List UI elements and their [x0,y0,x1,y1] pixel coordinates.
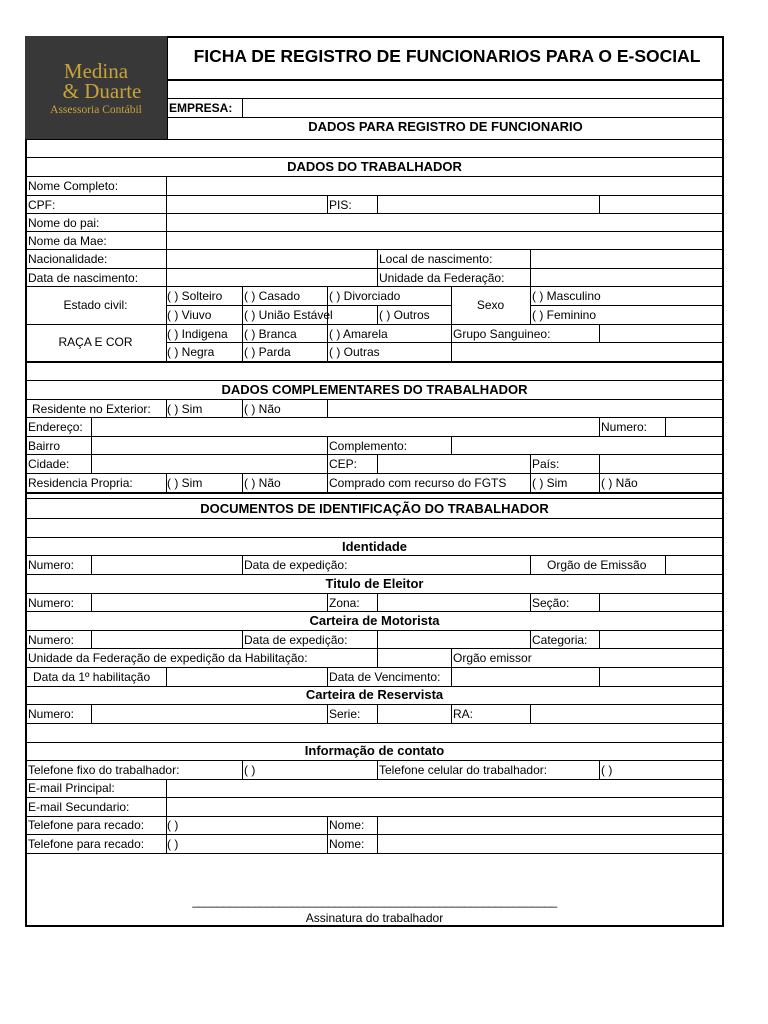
signature-line[interactable]: ___________________________________________________________ [192,894,557,908]
identidade-orgao-field[interactable] [666,556,723,573]
serie-label: Serie: [329,707,361,721]
uf-label: Unidade da Federação: [379,271,505,285]
identidade-orgao-label: Orgão de Emissão [547,558,647,572]
telefone-fixo-label: Telefone fixo do trabalhador: [28,763,180,777]
eleitor-numero-field[interactable] [92,594,326,610]
logo-line-1: Medina [63,58,129,83]
option-feminino[interactable]: ( ) Feminino [532,308,597,322]
cidade-label: Cidade: [28,457,70,471]
data-nascimento-label: Data de nascimento: [28,271,139,285]
bairro-label: Bairro [28,439,61,453]
complemento-field[interactable] [452,437,723,453]
primeira-habilitacao-field[interactable] [167,668,326,685]
local-nascimento-label: Local de nascimento: [379,252,493,266]
reservista-numero-field[interactable] [92,705,326,722]
cep-field[interactable] [378,455,529,472]
motorista-data-label: Data de expedição: [244,633,348,647]
option-viuvo[interactable]: ( ) Viuvo [167,308,212,322]
option-amarela[interactable]: ( ) Amarela [329,327,388,341]
endereco-field[interactable] [92,418,598,435]
option-uniao-estavel[interactable]: ( ) União Estável [244,308,333,322]
grupo-sanguineo-field[interactable] [600,325,723,341]
section-motorista: Carteira de Motorista [309,613,440,628]
section-registro: DADOS PARA REGISTRO DE FUNCIONARIO [308,119,583,134]
option-negra[interactable]: ( ) Negra [167,345,215,359]
secao-label: Seção: [532,596,570,610]
motorista-data-field[interactable] [378,631,529,647]
section-eleitor: Titulo de Eleitor [325,576,424,591]
recado-1-field[interactable]: ( ) [167,818,179,832]
telefone-celular-label: Telefone celular do trabalhador: [379,763,548,777]
email-secundario-label: E-mail Secundario: [28,800,130,814]
empresa-label: EMPRESA: [169,101,233,115]
motorista-numero-field[interactable] [92,631,241,647]
company-logo [25,36,167,140]
pai-label: Nome do pai: [28,216,100,230]
option-branca[interactable]: ( ) Branca [244,327,297,341]
residente-exterior-label: Residente no Exterior: [32,402,151,416]
pai-field[interactable] [167,214,723,230]
eleitor-numero-label: Numero: [28,596,75,610]
email-secundario-field[interactable] [167,798,723,815]
orgao-emissor-field[interactable] [540,649,723,666]
option-masculino[interactable]: ( ) Masculino [532,289,601,303]
vencimento-label: Data de Vencimento: [329,670,441,684]
logo-line-2: & Duarte [62,78,142,103]
identidade-numero-label: Numero: [28,558,75,572]
raca-cor-label: RAÇA E COR [58,335,133,349]
option-indigena[interactable]: ( ) Indigena [167,327,228,341]
data-nascimento-field[interactable] [167,269,376,285]
email-principal-field[interactable] [167,780,723,796]
section-reservista: Carteira de Reservista [305,687,444,702]
option-fgts-nao[interactable]: ( ) Não [601,476,638,490]
nacionalidade-field[interactable] [167,250,376,267]
numero-field[interactable] [666,418,723,435]
cidade-field[interactable] [92,455,326,472]
recado-2-nome-field[interactable] [378,835,723,852]
complemento-label: Complemento: [329,439,408,453]
residencia-propria-label: Residencia Propria: [28,476,133,490]
vencimento-field[interactable] [452,668,598,685]
uf-habilitacao-label: Unidade da Federação de expedição da Habilitação: [28,651,308,665]
categoria-field[interactable] [600,631,723,647]
primeira-habilitacao-label: Data da 1º habilitação [33,670,151,684]
pis-label: PIS: [329,198,352,212]
logo-line-3: Assessoria Contábil [50,103,142,116]
motorista-numero-label: Numero: [28,633,75,647]
zona-label: Zona: [329,596,360,610]
recado-1-nome-label: Nome: [329,818,365,832]
cep-label: CEP: [329,457,358,471]
section-identidade: Identidade [341,539,407,554]
pis-field[interactable] [378,196,598,212]
option-parda[interactable]: ( ) Parda [244,345,291,359]
option-residencia-nao[interactable]: ( ) Não [244,476,281,490]
grupo-sanguineo-label: Grupo Sanguineo: [453,327,551,341]
empresa-field[interactable] [243,99,723,116]
option-exterior-nao[interactable]: ( ) Não [244,402,281,416]
option-outras[interactable]: ( ) Outras [329,345,380,359]
fgts-label: Comprado com recurso do FGTS [329,476,507,490]
ra-label: RA: [453,707,474,721]
categoria-label: Categoria: [532,633,588,647]
form-title: FICHA DE REGISTRO DE FUNCIONARIOS PARA O E-SOCIAL [193,46,701,66]
option-exterior-sim[interactable]: ( ) Sim [167,402,203,416]
option-solteiro[interactable]: ( ) Solteiro [167,289,223,303]
recado-2-label: Telefone para recado: [28,837,145,851]
secao-field[interactable] [600,594,723,610]
recado-2-nome-label: Nome: [329,837,365,851]
zona-field[interactable] [378,594,529,610]
option-outros[interactable]: ( ) Outros [379,308,430,322]
reservista-numero-label: Numero: [28,707,75,721]
section-trabalhador: DADOS DO TRABALHADOR [287,159,462,174]
uf-habilitacao-field[interactable] [378,649,450,666]
cpf-field[interactable] [92,196,326,212]
option-casado[interactable]: ( ) Casado [244,289,301,303]
estado-civil-label: Estado civil: [63,298,128,312]
option-divorciado[interactable]: ( ) Divorciado [329,289,401,303]
cpf-label: CPF: [28,198,56,212]
local-nascimento-field[interactable] [531,250,723,267]
orgao-emissor-label: Orgão emissor [453,651,532,665]
recado-1-nome-field[interactable] [378,817,723,833]
numero-label: Numero: [601,420,648,434]
option-residencia-sim[interactable]: ( ) Sim [167,476,203,490]
nome-field[interactable] [167,177,723,194]
sexo-label: Sexo [476,298,505,312]
option-fgts-sim[interactable]: ( ) Sim [532,476,568,490]
identidade-data-label: Data de expedição: [244,558,348,572]
mae-label: Nome da Mae: [28,234,107,248]
endereco-label: Endereço: [28,420,83,434]
mae-field[interactable] [167,232,723,248]
pais-field[interactable] [600,455,723,472]
ra-field[interactable] [531,705,723,722]
recado-2-field[interactable]: ( ) [167,837,179,851]
signature-label: Assinatura do trabalhador [305,911,444,925]
pais-label: País: [532,457,560,471]
telefone-fixo-field[interactable]: ( ) [244,763,256,777]
nome-label: Nome Completo: [28,179,119,193]
nacionalidade-label: Nacionalidade: [28,252,108,266]
section-documentos: DOCUMENTOS DE IDENTIFICAÇÃO DO TRABALHADOR [200,501,549,516]
email-principal-label: E-mail Principal: [28,781,115,795]
telefone-celular-field[interactable]: ( ) [601,763,613,777]
section-complementares: DADOS COMPLEMENTARES DO TRABALHADOR [221,382,528,397]
recado-1-label: Telefone para recado: [28,818,145,832]
section-contato: Informação de contato [304,743,445,758]
uf-field[interactable] [531,269,723,285]
serie-field[interactable] [378,705,450,722]
bairro-field[interactable] [92,437,326,453]
identidade-numero-field[interactable] [92,556,241,573]
